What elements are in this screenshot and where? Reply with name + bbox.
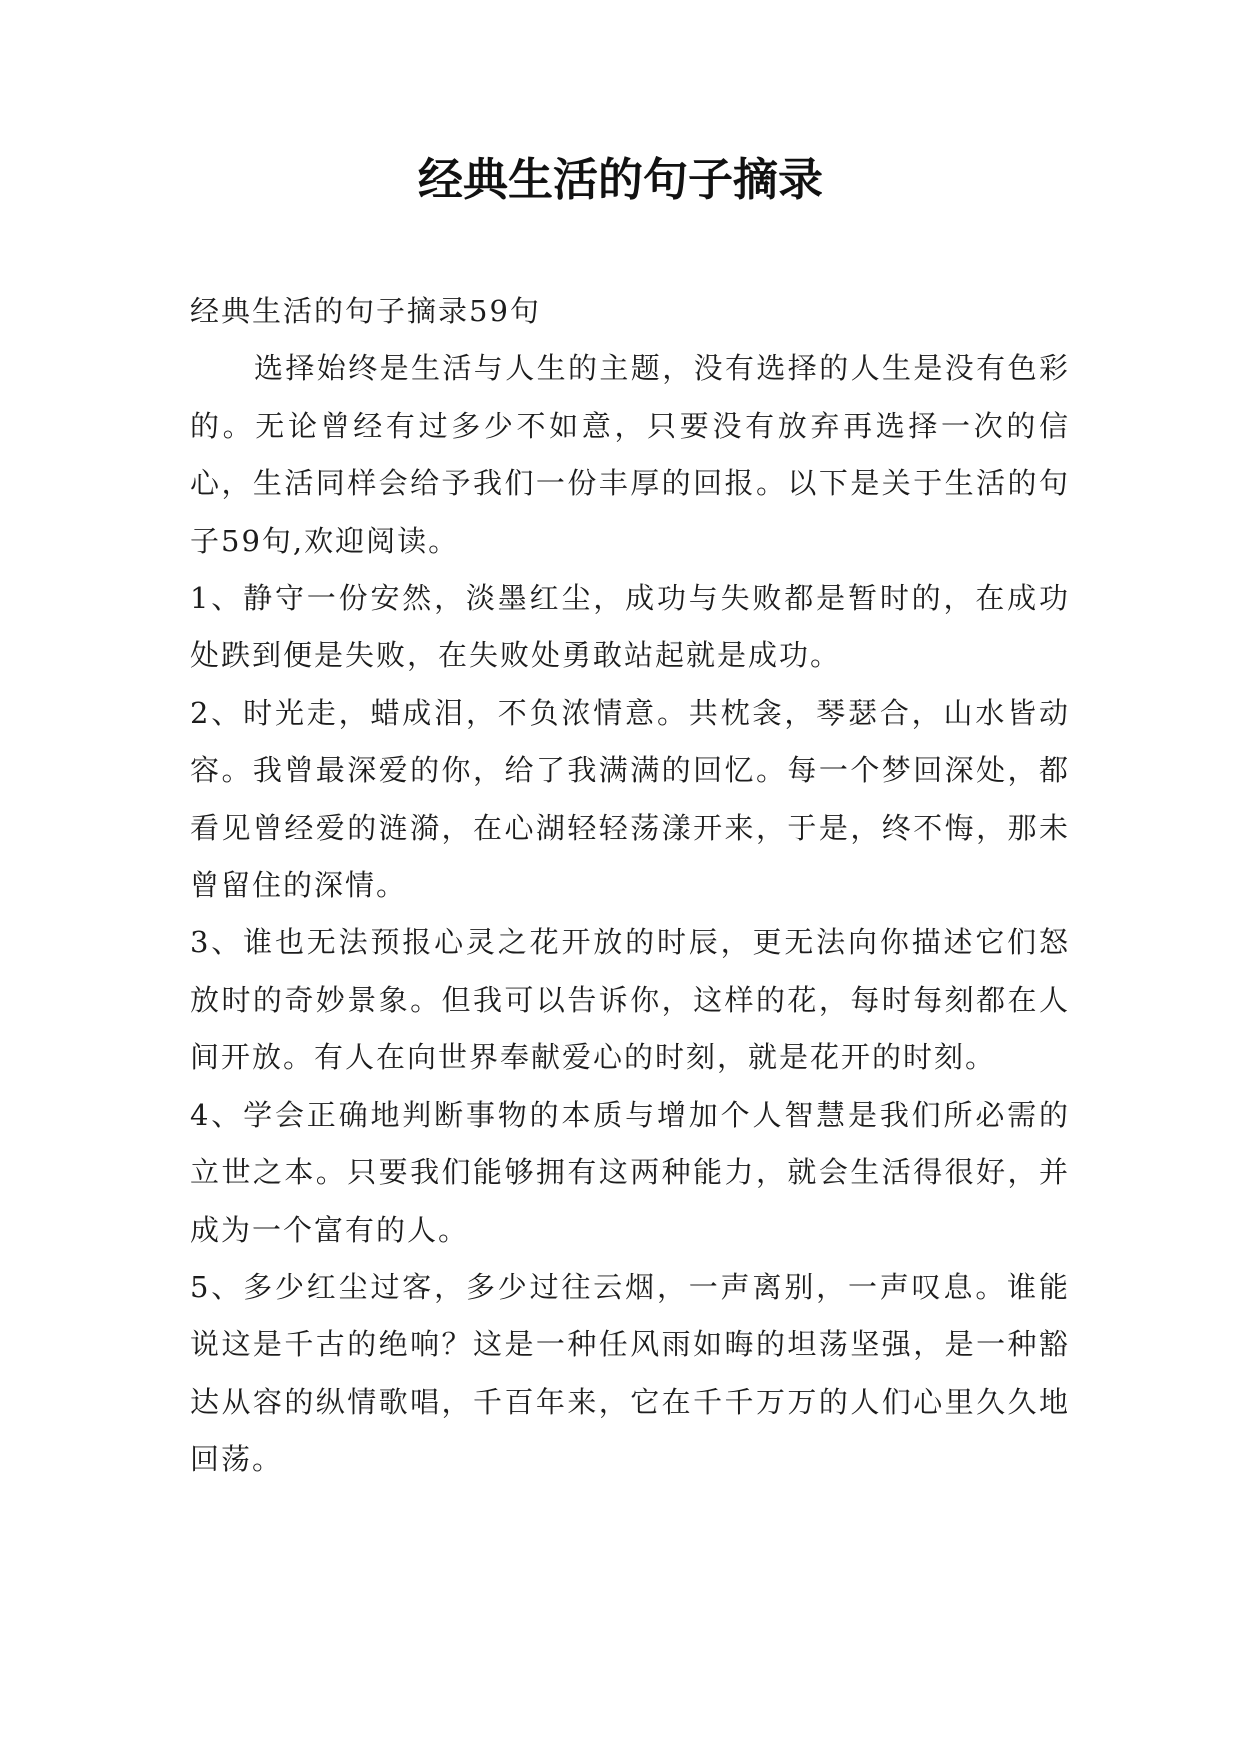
quote-item-1: 1、静守一份安然，淡墨红尘，成功与失败都是暂时的，在成功处跌到便是失败，在失败处勇敢站起就是成功。 xyxy=(190,581,1070,673)
quote-item-4: 4、学会正确地判断事物的本质与增加个人智慧是我们所必需的立世之本。只要我们能够拥有这两种能力，就会生活得很好，并成为一个富有的人。 xyxy=(190,1097,1070,1247)
document-subtitle: 经典生活的句子摘录59句 xyxy=(190,294,541,328)
quote-item-2: 2、时光走，蜡成泪，不负浓情意。共枕衾，琴瑟合，山水皆动容。我曾最深爱的你，给了我满满的回忆。每一个梦回深处，都看见曾经爱的涟漪，在心湖轻轻荡漾开来，于是，终不悔，那未曾留住的深情。 xyxy=(190,695,1070,903)
intro-paragraph: 选择始终是生活与人生的主题，没有选择的人生是没有色彩的。无论曾经有过多少不如意，只要没有放弃再选择一次的信心，生活同样会给予我们一份丰厚的回报。以下是关于生活的句子59句,欢迎阅读。 xyxy=(190,351,1070,558)
quote-item-5: 5、多少红尘过客，多少过往云烟，一声离别，一声叹息。谁能说这是千古的绝响？这是一种任风雨如晦的坦荡坚强，是一种豁达从容的纵情歌唱，千百年来，它在千千万万的人们心里久久地回荡。 xyxy=(190,1269,1070,1477)
document-title: 经典生活的句子摘录 xyxy=(417,153,823,206)
quote-item-3: 3、谁也无法预报心灵之花开放的时辰，更无法向你描述它们怒放时的奇妙景象。但我可以告诉你，这样的花，每时每刻都在人间开放。有人在向世界奉献爱心的时刻，就是花开的时刻。 xyxy=(190,925,1070,1075)
document-body xyxy=(190,283,1070,1489)
